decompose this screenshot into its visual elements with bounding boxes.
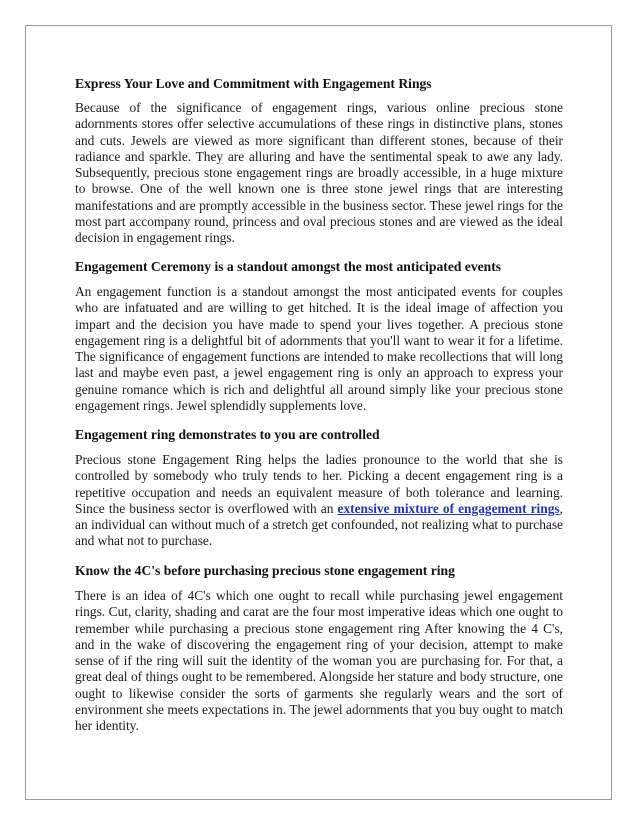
section-4 <box>75 563 563 735</box>
section-heading: Engagement ring demonstrates to you are controlled <box>75 427 380 442</box>
section-paragraph: An engagement function is a standout amongst the most anticipated events for couples who are infatuated and are willing to get hitched. It is the ideal image of affection you impart and the decision you have made to spend your lives together. A precious stone engagement ring is a delightful bit of adornments that you'll want to wear it for a lifetime. The significance of engagement functions are intended to make recollections that will long last and maybe even past, a jewel engagement ring is only an approach to express your genuine romance which is rich and delightful all around simply like your precious stone engagement rings. Jewel splendidly supplements love. <box>75 284 563 414</box>
engagement-rings-link[interactable]: extensive mixture of engagement rings <box>337 500 560 516</box>
section-heading: Express Your Love and Commitment with Engagement Rings <box>75 76 432 91</box>
section-3 <box>75 427 563 550</box>
section-paragraph: There is an idea of 4C's which one ought to recall while purchasing jewel engagement rings. Cut, clarity, shading and carat are the four most imperative ideas which one ought to remember while purchasing a precious stone engagement ring After knowing the 4 C's, and in the wake of discovering the engagement ring of your decision, attempt to make sense of if the ring will suit the identity of the woman you are purchasing for. For that, a great deal of things ought to be remembered. Alongside her stature and body structure, one ought to likewise consider the sorts of garments she regularly wears and the sort of environment she meets expectations in. The jewel adornments that you buy ought to match her identity. <box>75 588 563 734</box>
section-paragraph <box>75 452 563 550</box>
paragraph-text: Precious stone Engagement Ring helps the ladies pronounce to the world that she is controlled by somebody who truly tends to her. Picking a decent engagement ring is a repetitive occupation and needs an equivalent measure of both tolerance and learning. Since the business sector is overflowed with an <box>75 452 563 516</box>
paragraph-text: , an individual can without much of a stretch get confounded, not realizing what to purchase and what not to purchase. <box>75 500 563 549</box>
section-1 <box>75 76 563 247</box>
section-paragraph: Because of the significance of engagement rings, various online precious stone adornments stores offer selective accumulations of these rings in distinctive plans, stones and cuts. Jewels are viewed as more significant than different stones, because of their radiance and sparkle. They are alluring and have the sentimental speak to awe any lady. Subsequently, precious stone engagement rings are broadly accessible, in a huge mixture to browse. One of the well known one is three stone jewel rings that are interesting manifestations and are promptly accessible in the business sector. These jewel rings for the most part accompany round, princess and oval precious stones and are viewed as the ideal decision in engagement rings. <box>75 100 563 246</box>
section-2 <box>75 259 563 414</box>
section-heading: Know the 4C's before purchasing precious stone engagement ring <box>75 563 455 578</box>
section-heading: Engagement Ceremony is a standout amongst the most anticipated events <box>75 259 502 274</box>
